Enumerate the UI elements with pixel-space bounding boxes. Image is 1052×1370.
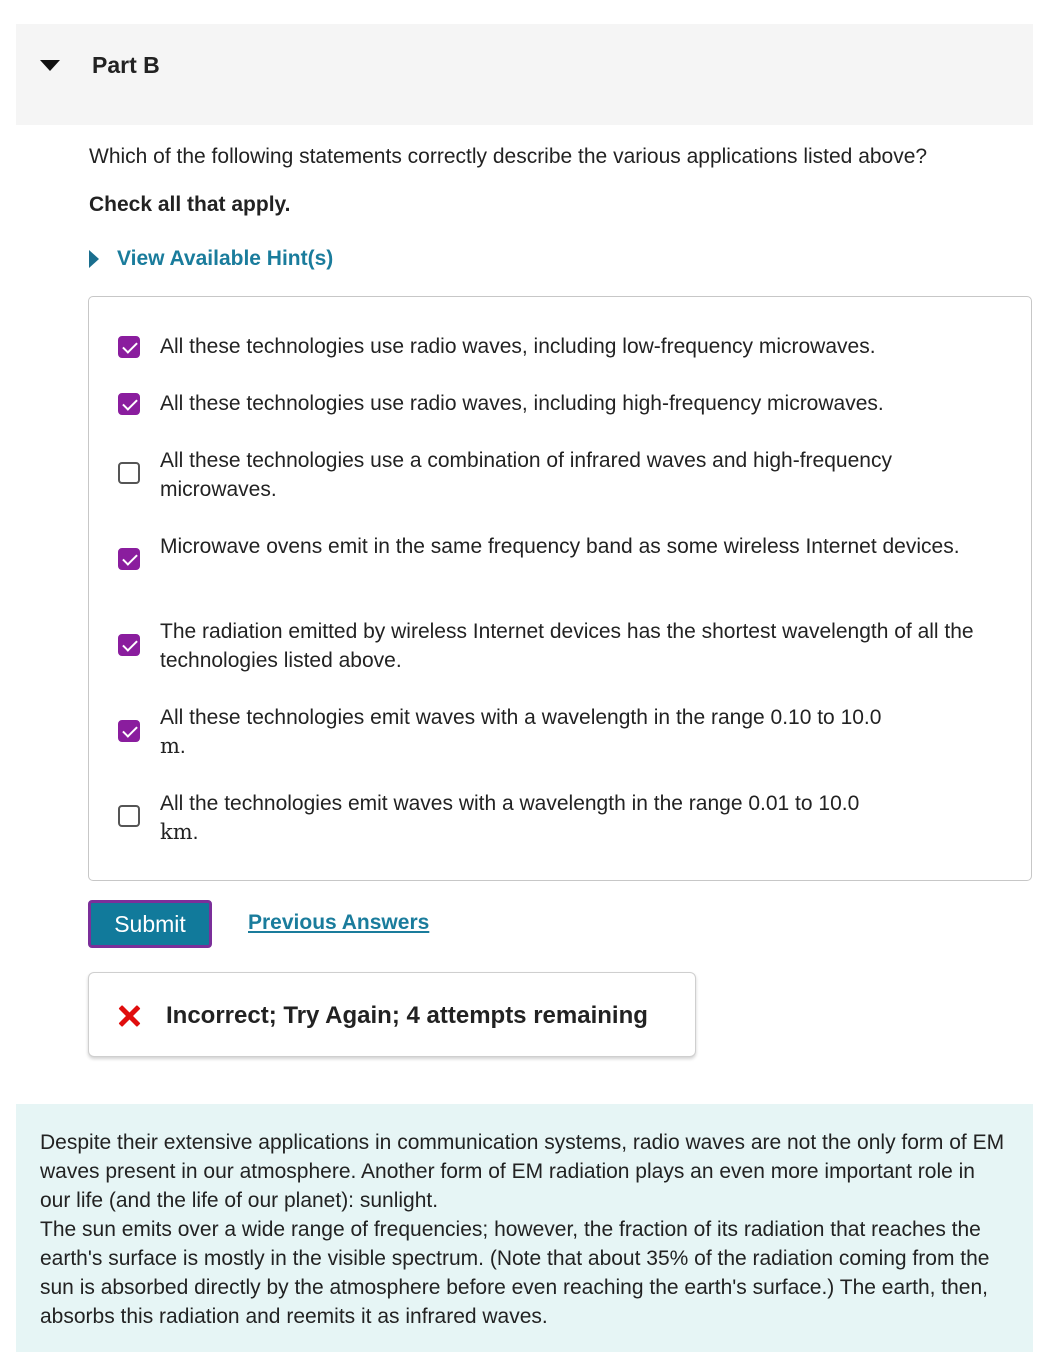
option-5-label: The radiation emitted by wireless Internet devices has the shortest wavelength of all the technologies listed above. (160, 620, 974, 672)
incorrect-x-icon (117, 1004, 141, 1028)
collapse-caret-icon[interactable] (40, 60, 60, 71)
answer-options (88, 296, 1032, 881)
option-7-label: All the technologies emit waves with a wavelength in the range 0.01 to 10.0 km. (160, 792, 860, 844)
caret-right-icon (89, 250, 99, 268)
option-6-unit: m (160, 734, 180, 758)
option-3-checkbox[interactable] (118, 462, 140, 484)
option-4-label: Microwave ovens emit in the same frequency band as some wireless Internet devices. (160, 535, 960, 558)
option-1-checkbox[interactable] (118, 336, 140, 358)
info-paragraph-1: Despite their extensive applications in communication systems, radio waves are not the only form of EM waves present in our atmosphere. Another form of EM radiation plays an even more important role in our life (and the life of our planet): sunlight. (40, 1131, 1005, 1212)
view-hints-label: View Available Hint(s) (117, 247, 334, 270)
info-paragraph-2: The sun emits over a wide range of frequencies; however, the fraction of its radiation that reaches the earth's surface is mostly in the visible spectrum. (Note that about 35% of the radiation coming from the sun is absorbed directly by the atmosphere before even reaching the earth's surface.) The earth, then, absorbs this radiation and reemits it as infrared waves. (40, 1218, 990, 1328)
option-2-label: All these technologies use radio waves, including high-frequency microwaves. (160, 392, 884, 415)
feedback-text: Incorrect; Try Again; 4 attempts remaining (166, 1002, 648, 1029)
option-6-label: All these technologies emit waves with a wavelength in the range 0.10 to 10.0 m. (160, 706, 882, 758)
option-4-checkbox[interactable] (118, 548, 140, 570)
part-title: Part B (92, 52, 160, 78)
question-prompt: Which of the following statements correctly describe the various applications listed above? (89, 145, 928, 168)
option-6-checkbox[interactable] (118, 720, 140, 742)
option-2-checkbox[interactable] (118, 393, 140, 415)
option-7-checkbox[interactable] (118, 805, 140, 827)
previous-answers-link[interactable]: Previous Answers (248, 911, 430, 934)
submit-button[interactable]: Submit (88, 900, 212, 948)
info-panel (16, 1104, 1033, 1352)
option-1-label: All these technologies use radio waves, including low-frequency microwaves. (160, 335, 876, 358)
view-hints-toggle[interactable] (89, 244, 333, 274)
option-3-label: All these technologies use a combination of infrared waves and high-frequency microwaves. (160, 449, 892, 501)
question-instruction: Check all that apply. (89, 193, 291, 216)
part-header[interactable] (16, 24, 1033, 125)
option-7-unit: km (160, 820, 193, 844)
option-5-checkbox[interactable] (118, 634, 140, 656)
feedback-box (88, 972, 696, 1057)
